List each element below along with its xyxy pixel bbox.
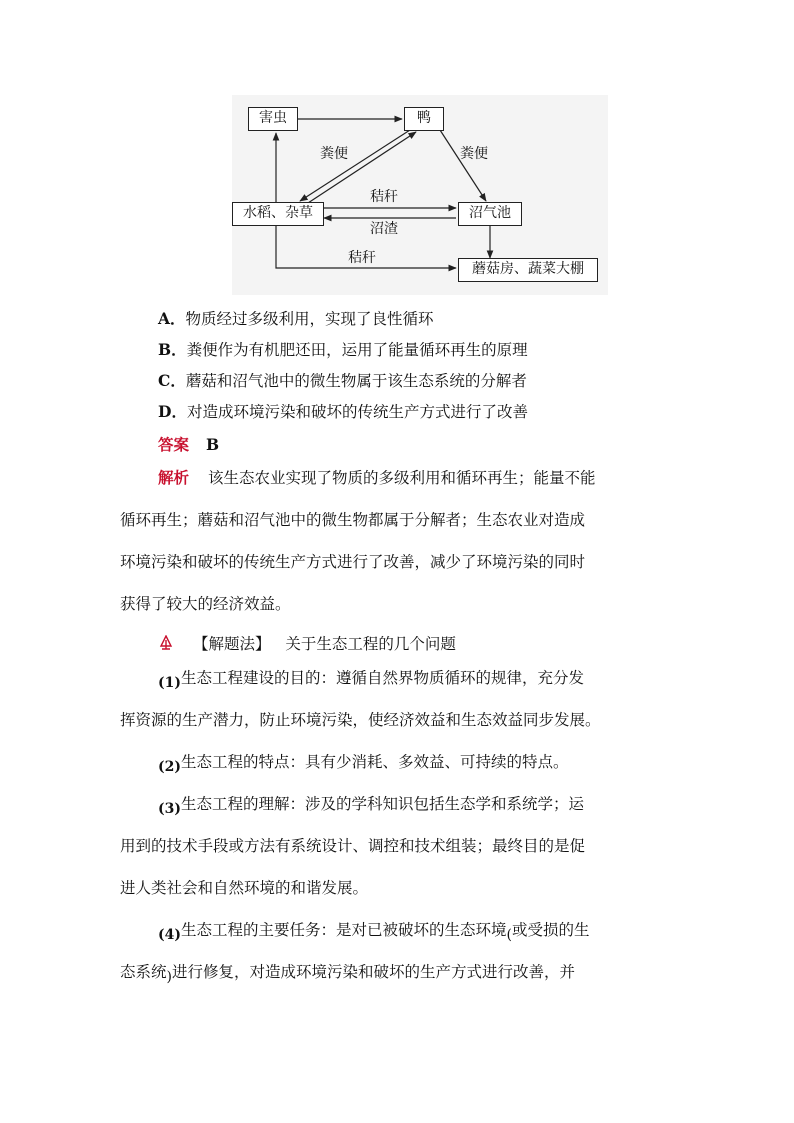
method-item-4-paren-open: (: [506, 927, 512, 943]
edge-label-rice-greenhouse: 秸秆: [348, 250, 376, 266]
method-item-2-line-1: [158, 750, 569, 775]
method-item-4-num: (4): [158, 927, 181, 943]
method-item-4-text-2: 态系统: [120, 963, 167, 981]
option-d-text: 对造成环境污染和破坏的传统生产方式进行了改善: [186, 403, 528, 421]
method-item-3-num: (3): [158, 801, 181, 817]
option-b: [158, 339, 528, 361]
method-item-4-text-3: 进行修复，对造成环境污染和破坏的生产方式进行改善，并: [171, 963, 575, 981]
node-duck: 鸭: [404, 107, 444, 131]
analysis-line-2: 循环再生；蘑菇和沼气池中的微生物都属于分解者；生态农业对造成: [120, 511, 586, 529]
arrow-rice-to-duck: [308, 132, 416, 203]
edge-label-rice-biogas: 秸秆: [370, 189, 398, 205]
edge-label-duck-rice: 粪便: [320, 146, 348, 162]
option-b-text: 粪便作为有机肥还田，运用了能量循环再生的原理: [186, 341, 528, 359]
analysis-line-1: [158, 466, 595, 490]
analysis-line-3: 环境污染和破坏的传统生产方式进行了改善，减少了环境污染的同时: [120, 553, 586, 571]
leaf-icon: [158, 634, 174, 650]
answer-label: 答案: [158, 435, 190, 454]
analysis-line-4: 获得了较大的经济效益。: [120, 595, 291, 613]
method-item-4-paren-text: 或受损的生: [511, 921, 590, 939]
option-c: [158, 370, 527, 392]
analysis-label: 解析: [158, 468, 190, 487]
option-b-letter: B．: [158, 340, 187, 359]
node-rice-weeds: 水稻、杂草: [232, 202, 324, 226]
analysis-text-1: 该生态农业实现了物质的多级利用和循环再生；能量不能: [207, 469, 596, 487]
option-a-text: 物质经过多级利用，实现了良性循环: [185, 310, 434, 328]
method-item-3-line-3: 进人类社会和自然环境的和谐发展。: [120, 879, 369, 897]
node-greenhouse: 蘑菇房、蔬菜大棚: [458, 258, 598, 282]
method-item-3-line-1: [158, 792, 584, 817]
node-biogas: 沼气池: [458, 202, 522, 226]
method-item-3-line-2: 用到的技术手段或方法有系统设计、调控和技术组装；最终目的是促: [120, 837, 586, 855]
method-item-4-line-1: [158, 918, 590, 943]
option-a: [158, 308, 434, 330]
food-web-diagram: [232, 95, 608, 295]
method-item-1-line-1: [158, 666, 584, 691]
option-d-letter: D．: [158, 402, 187, 421]
method-item-4-text-1: 生态工程的主要任务：是对已被破坏的生态环境: [181, 921, 507, 939]
method-item-3-text-1: 生态工程的理解：涉及的学科知识包括生态学和系统学；运: [181, 795, 585, 813]
arrow-duck-to-biogas: [440, 130, 486, 201]
edge-label-duck-biogas: 粪便: [460, 146, 488, 162]
method-item-2-num: (2): [158, 759, 181, 775]
method-item-1-text-1: 生态工程建设的目的：遵循自然界物质循环的规律，充分发: [181, 669, 585, 687]
option-d: [158, 401, 528, 423]
method-item-2-text-1: 生态工程的特点：具有少消耗、多效益、可持续的特点。: [181, 753, 569, 771]
option-a-letter: A．: [158, 309, 186, 328]
method-title: 【解题法】: [192, 635, 271, 653]
method-heading: [158, 632, 456, 656]
method-subtitle: 关于生态工程的几个问题: [285, 635, 456, 653]
edge-label-biogas-rice: 沼渣: [370, 221, 398, 237]
method-item-4-paren-close: ): [166, 969, 172, 985]
method-item-4-line-2: [120, 960, 575, 985]
answer-line: [158, 434, 219, 456]
answer-value: B: [205, 435, 220, 454]
method-item-1-line-2: 挥资源的生产潜力，防止环境污染，使经济效益和生态效益同步发展。: [120, 711, 601, 729]
option-c-letter: C．: [158, 371, 186, 390]
method-item-1-num: (1): [158, 675, 181, 691]
option-c-text: 蘑菇和沼气池中的微生物属于该生态系统的分解者: [185, 372, 527, 390]
node-pest: 害虫: [248, 107, 298, 131]
